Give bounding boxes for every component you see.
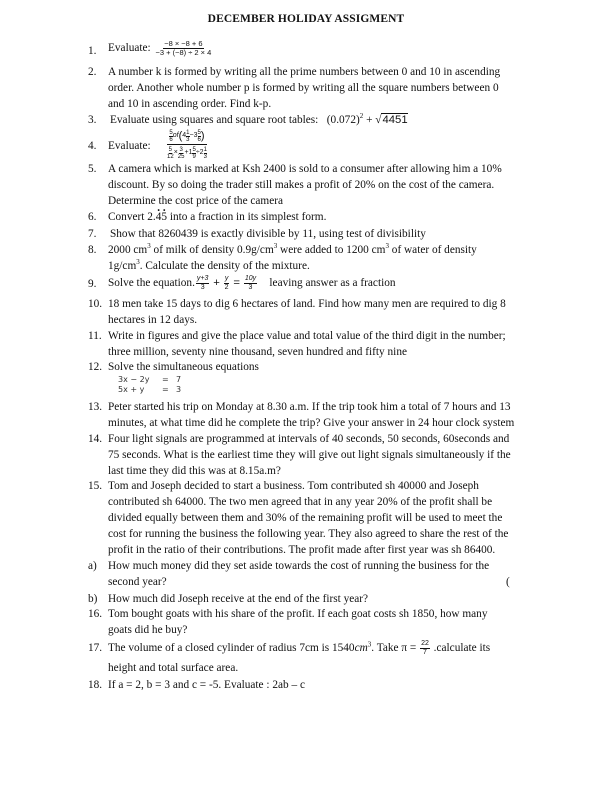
denominator: 3 bbox=[200, 284, 205, 291]
question-number: 2. bbox=[88, 66, 97, 78]
question-6 bbox=[88, 209, 528, 225]
text: 1g/cm bbox=[108, 260, 137, 272]
paren: ( bbox=[178, 130, 183, 142]
operator: × bbox=[173, 149, 178, 156]
whole: 3 bbox=[193, 132, 198, 139]
question-number: 17. bbox=[88, 642, 103, 654]
fraction bbox=[167, 147, 174, 160]
numerator: 1 bbox=[203, 146, 207, 153]
q1-label: Evaluate: bbox=[108, 42, 151, 55]
q6-digit: 2. bbox=[147, 211, 156, 223]
q3-exponent: 2 bbox=[359, 112, 364, 121]
q14-line: Four light signals are programmed at intervals of 40 seconds, 50 seconds, 60seconds and bbox=[108, 433, 510, 445]
question-number: 8. bbox=[88, 244, 97, 256]
superscript: 3 bbox=[367, 640, 372, 649]
q12-text: Solve the simultaneous equations bbox=[108, 361, 259, 373]
equation-lhs: 3x − 2y bbox=[118, 375, 150, 384]
equation-equals: = bbox=[162, 375, 169, 384]
q16-line: goats did he buy? bbox=[108, 624, 188, 636]
whole: 1 bbox=[188, 149, 193, 156]
question-12 bbox=[88, 359, 528, 395]
numerator: 5 bbox=[197, 129, 201, 136]
q11-line: three million, seventy nine thousand, seven hundred and fifty nine bbox=[108, 346, 407, 358]
question-number: 14. bbox=[88, 433, 103, 445]
q15b-text: How much did Joseph receive at the end of the first year? bbox=[108, 593, 369, 605]
q6-pre: Convert bbox=[108, 211, 148, 223]
q3-radicand: 4451 bbox=[382, 114, 408, 126]
question-15 bbox=[88, 478, 528, 558]
q15a-line: second year? bbox=[108, 576, 167, 588]
numerator: y bbox=[224, 275, 229, 282]
of-word: of bbox=[172, 132, 179, 139]
question-number: 16. bbox=[88, 608, 103, 620]
numerator: 22 bbox=[421, 640, 429, 647]
equation-rhs: 7 bbox=[176, 375, 182, 384]
q16-line: Tom bought goats with his share of the profit. If each goat costs sh 1850, how many bbox=[108, 608, 488, 620]
q4-numerator bbox=[167, 128, 206, 145]
sub-question-label: a) bbox=[88, 560, 97, 572]
unit: cm bbox=[354, 642, 368, 655]
q9-post: leaving answer as a fraction bbox=[269, 277, 396, 290]
q15-line: profit in the ratio of their contributions. The profit made after first year was sh 86400. bbox=[108, 544, 496, 556]
q13-line: Peter started his trip on Monday at 8.30 a.m. If the trip took him a total of 7 hours and 13 bbox=[108, 401, 511, 413]
fraction bbox=[178, 147, 185, 160]
page-title: DECEMBER HOLIDAY ASSIGMENT bbox=[207, 13, 405, 25]
q13-line: minutes, at what time did he complete the trip? Give your answer in 24 hour clock system bbox=[108, 417, 515, 429]
question-8 bbox=[88, 242, 528, 274]
question-9 bbox=[88, 275, 528, 292]
numerator: y+3 bbox=[196, 275, 209, 282]
fraction bbox=[224, 275, 230, 292]
denominator: 6 bbox=[197, 136, 201, 143]
question-number: 13. bbox=[88, 401, 103, 413]
q3-plus: + bbox=[366, 114, 373, 126]
equation-row bbox=[118, 375, 528, 385]
whole: 4 bbox=[182, 132, 187, 139]
question-2 bbox=[88, 64, 528, 112]
operator: + bbox=[213, 277, 220, 290]
question-14 bbox=[88, 431, 528, 479]
equation-equals: = bbox=[162, 385, 169, 394]
text: of water of density bbox=[388, 244, 477, 256]
denominator: 12 bbox=[167, 153, 174, 160]
q1-fraction bbox=[154, 40, 212, 57]
superscript: 3 bbox=[136, 258, 140, 267]
question-number: 4. bbox=[88, 140, 97, 152]
question-number: 3. bbox=[88, 114, 97, 126]
text: The volume of a closed cylinder of radius 7cm is 1540 bbox=[108, 642, 355, 655]
q7-text: Show that 8260439 is exactly divisible by 11, using test of divisibility bbox=[110, 228, 426, 240]
text: . Take π = bbox=[371, 642, 420, 655]
question-number: 6. bbox=[88, 211, 97, 223]
superscript: 3 bbox=[385, 242, 389, 251]
equation-lhs: 5x + y bbox=[118, 385, 145, 394]
question-number: 9. bbox=[88, 278, 97, 290]
q4-label: Evaluate: bbox=[108, 140, 151, 152]
numerator: 3 bbox=[179, 146, 183, 153]
q2-line: order. Another whole number p is formed by writing all the square numbers between 0 bbox=[108, 82, 499, 94]
q15-line: cost for running the business the following year. They also agreed to share the rest of the bbox=[108, 528, 509, 540]
question-number: 10. bbox=[88, 298, 103, 310]
q15-line: divided equally between them and 30% of the remaining profit will be used to meet the bbox=[108, 512, 503, 524]
numerator: 5 bbox=[169, 129, 173, 136]
text: .calculate its bbox=[430, 642, 491, 655]
q1-numerator: −8 × −8 + 6 bbox=[164, 39, 203, 48]
q4-denominator bbox=[165, 145, 209, 161]
sqrt-icon: √ bbox=[375, 114, 382, 126]
q6-post: into a fraction in its simplest form. bbox=[167, 211, 327, 223]
denominator: 6 bbox=[169, 136, 173, 143]
q2-line: A number k is formed by writing all the prime numbers between 0 and 10 in ascending bbox=[108, 66, 501, 78]
fraction bbox=[196, 275, 209, 292]
operator: + bbox=[184, 149, 189, 156]
operator: − bbox=[189, 132, 194, 139]
q3-text: Evaluate using squares and square root tables: bbox=[110, 114, 319, 126]
denominator: 3 bbox=[248, 284, 253, 291]
simultaneous-equations bbox=[118, 375, 528, 395]
whole: 2 bbox=[199, 149, 204, 156]
question-7 bbox=[88, 226, 528, 242]
q15-line: Tom and Joseph decided to start a business. Tom contributed sh 40000 and Joseph bbox=[108, 480, 479, 492]
question-18 bbox=[88, 677, 528, 693]
question-number: 5. bbox=[88, 163, 97, 175]
q4-complex-fraction bbox=[165, 128, 209, 161]
question-3 bbox=[88, 112, 528, 128]
marks-bracket: ( bbox=[506, 576, 510, 588]
q5-line: Determine the cost price of the camera bbox=[108, 195, 284, 207]
operator: ÷ bbox=[195, 149, 200, 156]
denominator: 25 bbox=[177, 153, 185, 160]
pi-fraction bbox=[420, 640, 430, 657]
denominator: 3 bbox=[203, 153, 207, 160]
q3-base: (0.072) bbox=[326, 114, 360, 126]
numerator: 5 bbox=[192, 146, 196, 153]
text: were added to 1200 cm bbox=[277, 244, 386, 256]
superscript: 3 bbox=[147, 242, 151, 251]
q17-line bbox=[108, 640, 528, 657]
text: 2000 cm bbox=[108, 244, 148, 256]
sub-question-label: b) bbox=[88, 593, 98, 605]
question-13 bbox=[88, 399, 528, 431]
question-10 bbox=[88, 296, 528, 328]
q2-line: and 10 in ascending order. Find k-p. bbox=[108, 98, 272, 110]
question-17 bbox=[88, 640, 528, 676]
question-16 bbox=[88, 606, 528, 638]
equation-row bbox=[118, 385, 528, 395]
question-15b bbox=[88, 591, 528, 607]
q10-line: 18 men take 15 days to dig 6 hectares of land. Find how many men are required to dig 8 bbox=[108, 298, 506, 310]
question-5 bbox=[88, 161, 528, 209]
q8-line bbox=[108, 242, 528, 258]
q15-line: contributed sh 64000. The two men agreed that in any year 20% of the profit shall be bbox=[108, 496, 493, 508]
denominator: 3 bbox=[186, 136, 190, 143]
q8-line bbox=[108, 258, 528, 274]
q6-recurring-digit: · 5 bbox=[161, 211, 167, 223]
question-number: 12. bbox=[88, 361, 103, 373]
q10-line: hectares in 12 days. bbox=[108, 314, 198, 326]
denominator: 7 bbox=[423, 649, 427, 656]
question-number: 1. bbox=[88, 45, 97, 57]
superscript: 3 bbox=[273, 242, 278, 251]
text: of milk of density 0.9g/cm bbox=[150, 244, 274, 256]
numerator: 5 bbox=[168, 146, 173, 153]
question-number: 7. bbox=[88, 228, 97, 240]
question-1 bbox=[88, 40, 528, 57]
question-15a bbox=[88, 558, 528, 590]
denominator: 9 bbox=[192, 153, 196, 160]
q15a-line: How much money did they set aside towards the cost of running the business for the bbox=[108, 560, 490, 572]
paren: ) bbox=[200, 130, 205, 142]
q18-text: If a = 2, b = 3 and c = -5. Evaluate : 2ab – c bbox=[108, 679, 305, 691]
denominator: 2 bbox=[224, 284, 229, 291]
q1-denominator: −3 + (−8) ÷ 2 × 4 bbox=[155, 48, 212, 57]
equation-rhs: 3 bbox=[176, 385, 182, 394]
operator: = bbox=[233, 277, 240, 290]
text: . Calculate the density of the mixture. bbox=[139, 260, 310, 272]
question-number: 18. bbox=[88, 679, 103, 691]
fraction bbox=[244, 275, 257, 292]
fraction bbox=[204, 147, 207, 160]
q5-line: A camera which is marked at Ksh 2400 is sold to a consumer after allowing him a 10% bbox=[108, 163, 502, 175]
numerator: 1 bbox=[186, 129, 190, 136]
numerator: 10y bbox=[244, 275, 257, 282]
question-number: 11. bbox=[88, 330, 102, 342]
q9-pre: Solve the equation. bbox=[108, 277, 195, 290]
q11-line: Write in figures and give the place value and total value of the third digit in the number; bbox=[108, 330, 506, 342]
q5-line: discount. By so doing the trader still makes a profit of 20% on the cost of the camera. bbox=[108, 179, 495, 191]
q6-recurring-digit: · 4 bbox=[156, 211, 162, 223]
question-11 bbox=[88, 328, 528, 360]
q17-line: height and total surface area. bbox=[108, 662, 239, 674]
q14-line: 75 seconds. What is the earliest time they will give out light signals simultaneously if the bbox=[108, 449, 511, 461]
question-number: 15. bbox=[88, 480, 103, 492]
q14-line: last time they did this was at 8.15a.m? bbox=[108, 465, 281, 477]
